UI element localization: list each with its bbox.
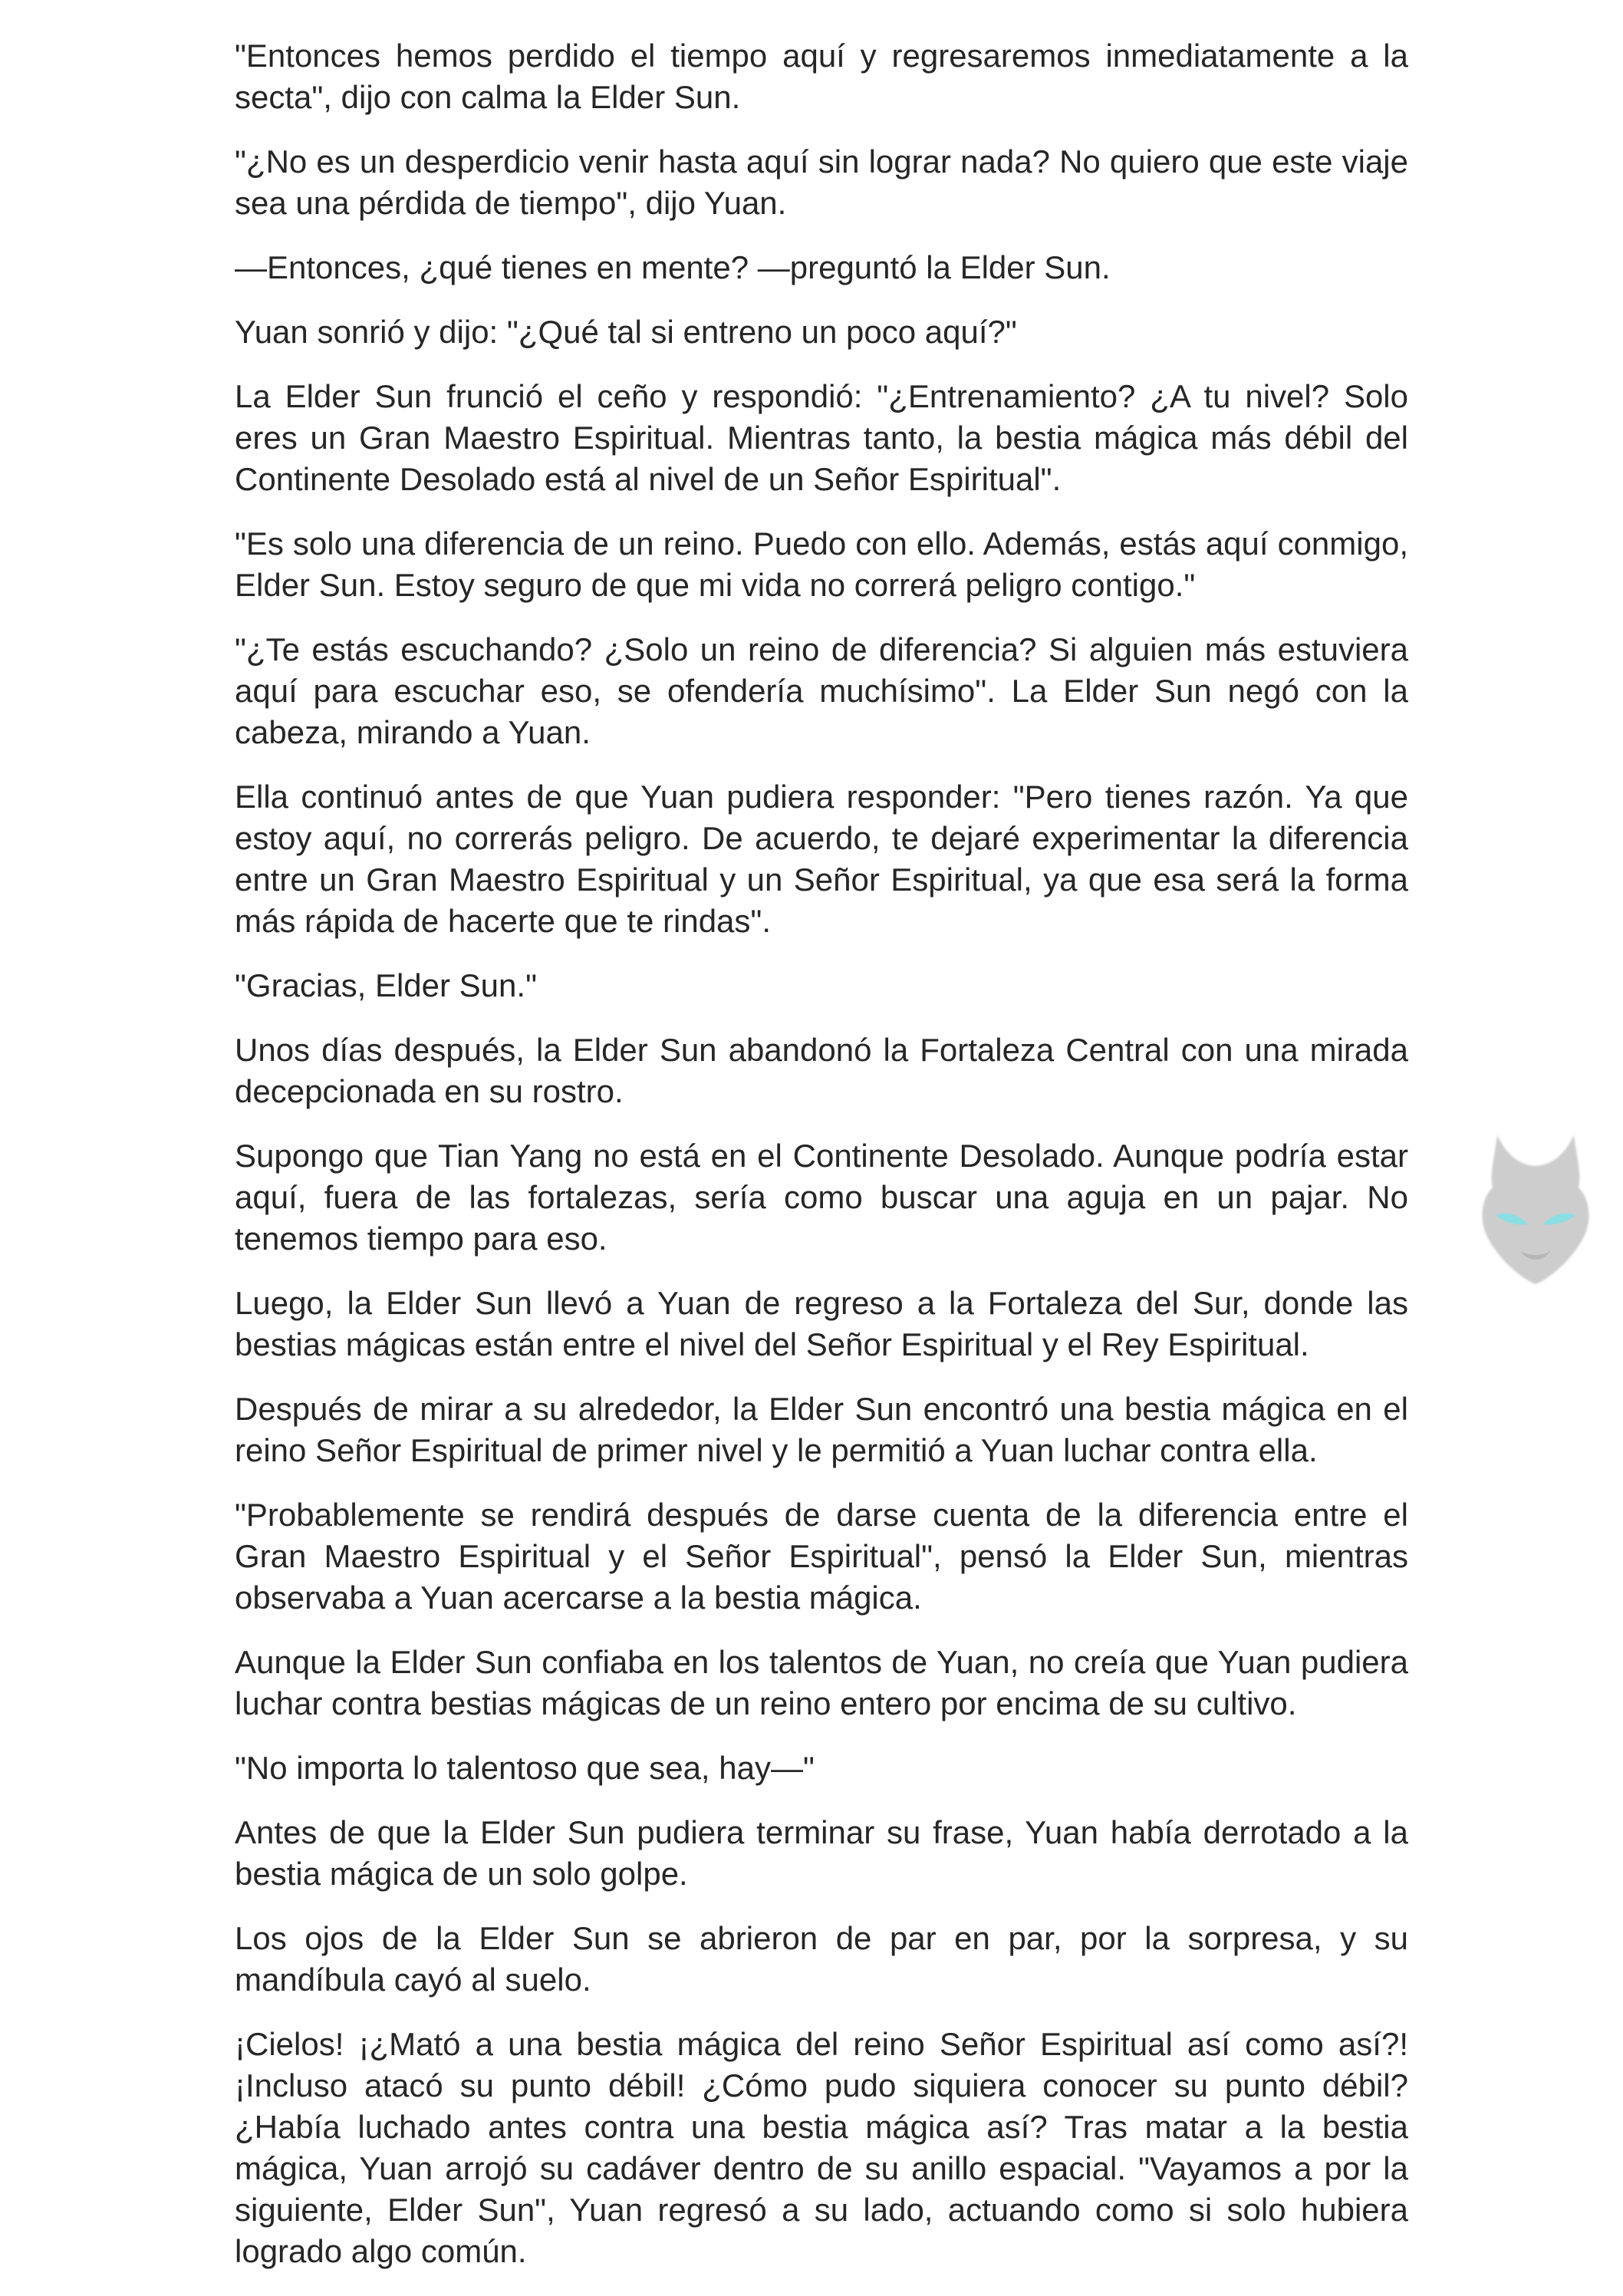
paragraph: Unos días después, la Elder Sun abandonó la Fortaleza Central con una mirada decepcionada en su rostro. bbox=[235, 1032, 1408, 1109]
paragraph: Antes de que la Elder Sun pudiera terminar su frase, Yuan había derrotado a la bestia mágica de un solo golpe. bbox=[235, 1814, 1408, 1892]
paragraph: —Entonces, ¿qué tienes en mente? —preguntó la Elder Sun. bbox=[235, 249, 1111, 285]
demon-head-icon bbox=[1467, 1128, 1605, 1289]
paragraph: "Gracias, Elder Sun." bbox=[235, 967, 537, 1003]
paragraph: Ella continuó antes de que Yuan pudiera responder: "Pero tienes razón. Ya que estoy aquí, no correrás peligro. De acuerdo, te dejaré experimentar la diferencia entre un Gran Maestro Espiritual y un Señor Espiritual, ya que esa será la forma más rápida de hacerte que te rindas". bbox=[235, 779, 1408, 939]
paragraph: Luego, la Elder Sun llevó a Yuan de regreso a la Fortaleza del Sur, donde las bestias mágicas están entre el nivel del Señor Espiritual y el Rey Espiritual. bbox=[235, 1285, 1408, 1362]
document-body bbox=[235, 35, 1408, 2295]
paragraph: Después de mirar a su alrededor, la Elder Sun encontró una bestia mágica en el reino Señor Espiritual de primer nivel y le permitió a Yuan luchar contra ella. bbox=[235, 1391, 1408, 1468]
paragraph: ¡Cielos! ¡¿Mató a una bestia mágica del reino Señor Espiritual así como así?! ¡Incluso atacó su punto débil! ¿Cómo pudo siquiera conocer su punto débil? ¿Había luchado antes contra una bestia mágica así? Tras matar a la bestia mágica, Yuan arrojó su cadáver dentro de su anillo espacial. "Vayamos a por la siguiente, Elder Sun", Yuan regresó a su lado, actuando como si solo hubiera logrado algo común. bbox=[235, 2026, 1408, 2269]
paragraph: "¿Te estás escuchando? ¿Solo un reino de diferencia? Si alguien más estuviera aquí para escuchar eso, se ofendería muchísimo". La Elder Sun negó con la cabeza, mirando a Yuan. bbox=[235, 631, 1408, 750]
paragraph: Supongo que Tian Yang no está en el Continente Desolado. Aunque podría estar aquí, fuera de las fortalezas, sería como buscar una aguja en un pajar. No tenemos tiempo para eso. bbox=[235, 1138, 1408, 1257]
paragraph: "No importa lo talentoso que sea, hay—" bbox=[235, 1750, 815, 1786]
paragraph: Aunque la Elder Sun confiaba en los talentos de Yuan, no creía que Yuan pudiera luchar contra bestias mágicas de un reino entero por encima de su cultivo. bbox=[235, 1644, 1408, 1721]
paragraph: Yuan sonrió y dijo: "¿Qué tal si entreno un poco aquí?" bbox=[235, 314, 1017, 350]
paragraph: "Es solo una diferencia de un reino. Puedo con ello. Además, estás aquí conmigo, Elder Sun. Estoy seguro de que mi vida no correrá peligro contigo." bbox=[235, 525, 1408, 603]
paragraph: Los ojos de la Elder Sun se abrieron de par en par, por la sorpresa, y su mandíbula cayó al suelo. bbox=[235, 1920, 1408, 1998]
paragraph: "Entonces hemos perdido el tiempo aquí y regresaremos inmediatamente a la secta", dijo con calma la Elder Sun. bbox=[235, 38, 1408, 115]
paragraph: "¿No es un desperdicio venir hasta aquí sin lograr nada? No quiero que este viaje sea una pérdida de tiempo", dijo Yuan. bbox=[235, 143, 1408, 221]
paragraph: La Elder Sun frunció el ceño y respondió: "¿Entrenamiento? ¿A tu nivel? Solo eres un Gran Maestro Espiritual. Mientras tanto, la bestia mágica más débil del Continente Desolado está al nivel de un Señor Espiritual". bbox=[235, 378, 1408, 497]
paragraph: "Probablemente se rendirá después de darse cuenta de la diferencia entre el Gran Maestro Espiritual y el Señor Espiritual", pensó la Elder Sun, mientras observaba a Yuan acercarse a la bestia mágica. bbox=[235, 1497, 1408, 1616]
